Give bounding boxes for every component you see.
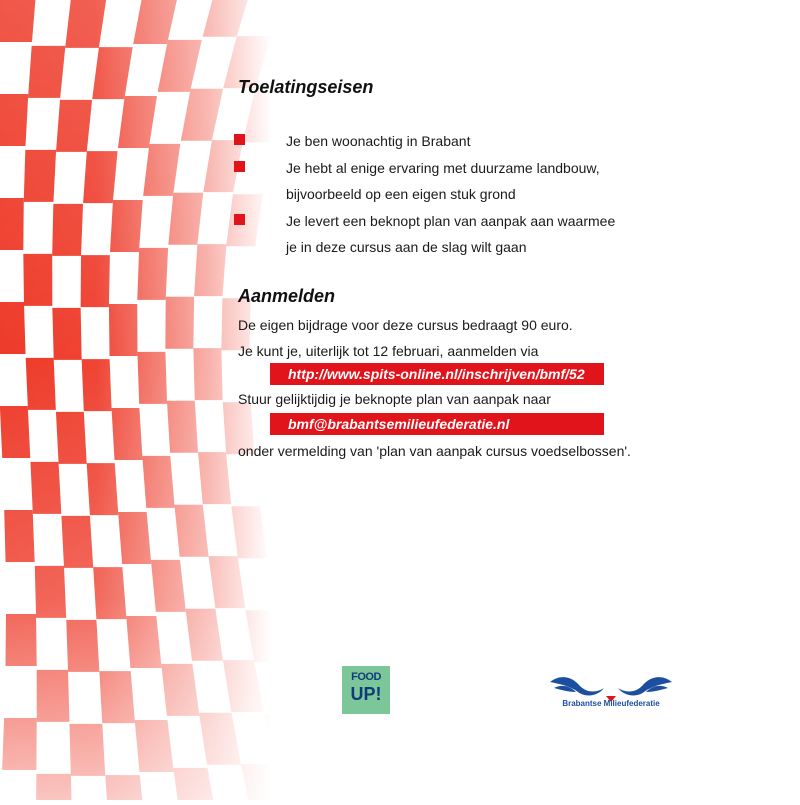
registration-url-link[interactable]: http://www.spits-online.nl/inschrijven/bmf/52 bbox=[270, 363, 604, 385]
list-item-text: bijvoorbeeld op een eigen stuk grond bbox=[286, 186, 516, 202]
cost-text: De eigen bijdrage voor deze cursus bedraagt 90 euro. bbox=[238, 317, 573, 333]
list-item bbox=[234, 208, 615, 260]
admission-list bbox=[234, 128, 615, 261]
red-square-bullet-icon bbox=[234, 134, 245, 145]
foodup-logo-line1: FOOD bbox=[351, 671, 381, 683]
brabantse-milieufederatie-logo bbox=[546, 672, 676, 708]
red-square-bullet-icon bbox=[234, 161, 245, 172]
foodup-logo bbox=[342, 666, 390, 714]
list-item-text: Je levert een beknopt plan van aanpak aan waarmee bbox=[286, 213, 616, 229]
email-link[interactable]: bmf@brabantsemilieufederatie.nl bbox=[270, 413, 604, 435]
list-item-text: Je hebt al enige ervaring met duurzame landbouw, bbox=[286, 160, 600, 176]
list-item-text: je in deze cursus aan de slag wilt gaan bbox=[286, 239, 527, 255]
register-heading: Aanmelden bbox=[238, 286, 336, 306]
plan-text: Stuur gelijktijdig je beknopte plan van aanpak naar bbox=[238, 391, 551, 407]
admission-heading: Toelatingseisen bbox=[238, 77, 374, 97]
foodup-logo-line2: UP! bbox=[350, 684, 382, 704]
register-text: Je kunt je, uiterlijk tot 12 februari, aanmelden via bbox=[238, 343, 539, 359]
list-item bbox=[234, 128, 615, 154]
bmf-logo-text: Brabantse Milieufederatie bbox=[562, 699, 660, 708]
mention-text: onder vermelding van 'plan van aanpak cursus voedselbossen'. bbox=[238, 443, 631, 459]
birds-logo-icon bbox=[546, 672, 676, 708]
list-item bbox=[234, 155, 615, 207]
red-square-bullet-icon bbox=[234, 214, 245, 225]
list-item-text: Je ben woonachtig in Brabant bbox=[286, 133, 471, 149]
